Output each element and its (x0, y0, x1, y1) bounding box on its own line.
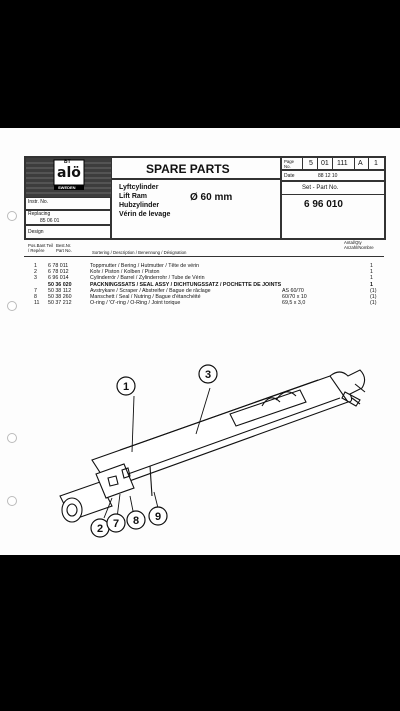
part-pos: 1 (34, 263, 37, 269)
page-part-3: 111 (337, 160, 348, 167)
page-part-4: A (358, 160, 363, 167)
set-part-value: 6 96 010 (304, 199, 343, 210)
part-pos: 3 (34, 275, 37, 282)
instr-cell (25, 197, 111, 210)
part-spec: 60/70 x 10 (282, 294, 307, 300)
callout-8: 8 (132, 515, 140, 527)
date-value: 88 12 10 (318, 173, 338, 179)
spare-parts-sheet (0, 128, 400, 555)
page-part-5: 1 (374, 160, 378, 167)
callout-7: 7 (112, 518, 120, 530)
part-pos: 11 (34, 300, 40, 307)
page-no-label: Page No. (284, 159, 295, 169)
replacing-cell (25, 210, 111, 225)
set-part-cell (281, 181, 385, 239)
col-qty: Antal/Qty Anzahl/Nombre (344, 240, 374, 250)
part-qty: (1) (370, 294, 377, 300)
part-number: 6 78 012 (48, 269, 69, 276)
callout-2: 2 (96, 523, 104, 535)
replacing-value: 85 06 01 (40, 218, 60, 224)
page-title: SPARE PARTS (146, 162, 230, 176)
date-cell (281, 170, 385, 181)
part-qty: 1 (370, 281, 373, 288)
part-pos: 2 (34, 269, 37, 276)
name-en: Lift Ram (119, 193, 147, 200)
part-number: 6 96 014 (48, 275, 69, 282)
part-qty: (1) (370, 300, 377, 307)
header-divider (24, 256, 384, 257)
binder-hole (7, 496, 17, 506)
part-description: Manschett / Seal / Nutring / Bague d'étanchéité (90, 294, 201, 300)
part-description: Cylinderrör / Barrel / Zylinderrohr / Tube de Vérin (90, 275, 205, 282)
diameter-value: Ø 60 mm (190, 192, 233, 203)
replacing-label: Replacing (28, 211, 51, 217)
page-no-cell (281, 157, 385, 170)
part-description: PACKNINGSSATS / SEAL ASSY / DICHTUNGSSATZ / POCHETTE DE JOINTS (90, 281, 282, 288)
design-cell (25, 225, 111, 239)
part-number: 50 38 260 (48, 294, 72, 300)
part-spec: 69,5 x 3,0 (282, 300, 306, 307)
set-part-label: Set - Part No. (302, 185, 339, 191)
col-desc: Sortering / Description / Benennung / Désignation (92, 250, 187, 255)
name-de: Hubzylinder (119, 202, 160, 209)
callout-3: 3 (204, 369, 212, 381)
part-qty: (1) (370, 287, 377, 294)
binder-hole (7, 211, 17, 221)
logo-bottom-text: SWEDEN (58, 185, 76, 190)
part-pos: 8 (34, 294, 37, 300)
part-spec: AS 60/70 (282, 287, 304, 294)
name-fr: Vérin de levage (119, 211, 171, 218)
page-part-1: 5 (309, 160, 313, 167)
title-cell (111, 157, 281, 179)
names-cell (111, 179, 281, 239)
part-description: Avstrykare / Scraper / Abstreifer / Bague de râclage (90, 287, 211, 294)
part-qty: 1 (370, 263, 373, 269)
part-description: Kolv / Piston / Kolben / Piston (90, 269, 160, 276)
part-number: 50 36 020 (48, 281, 72, 288)
part-number: 6 78 011 (48, 263, 69, 269)
part-number: 50 37 212 (48, 300, 72, 307)
binder-hole (7, 301, 17, 311)
logo-main-text: alö (57, 165, 81, 181)
logo-top-text: BT (64, 159, 71, 165)
page-part-2: 01 (321, 160, 329, 167)
cylinder-drawing (0, 348, 400, 555)
part-number: 50 38 112 (48, 287, 72, 294)
part-description: Toppmutter / Bering / Hutmutter / Tête de vérin (90, 263, 200, 269)
header-table (24, 156, 386, 240)
part-qty: 1 (370, 269, 373, 276)
logo-box (25, 157, 111, 197)
binder-hole (7, 433, 17, 443)
callout-1: 1 (122, 381, 130, 393)
name-sv: Lyftcylinder (119, 184, 159, 191)
callout-9: 9 (154, 511, 162, 523)
col-part-no: Best.Nr. Part No. (56, 243, 72, 253)
date-label: Date (284, 173, 295, 179)
col-pos: Pos.Bant Teil / Repère (28, 243, 54, 253)
part-description: O-ring / 'O'-ring / O-Ring / Joint torique (90, 300, 181, 307)
part-pos: 7 (34, 287, 37, 294)
part-qty: 1 (370, 275, 373, 282)
instr-label: Instr. No. (28, 199, 49, 205)
design-label: Design (28, 229, 44, 235)
